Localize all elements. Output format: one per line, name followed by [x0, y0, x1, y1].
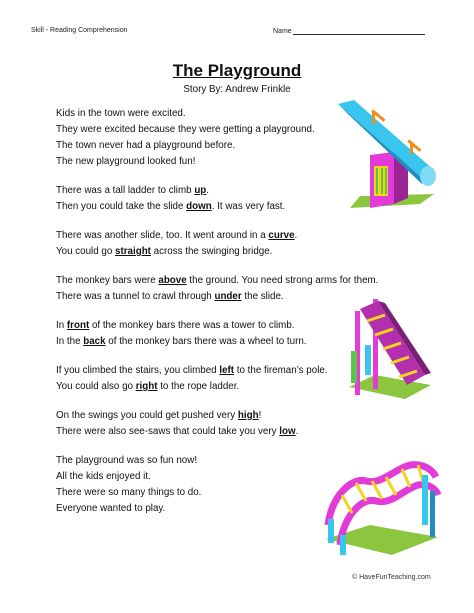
story-line — [56, 379, 356, 395]
story-paragraph — [56, 363, 356, 395]
vocabulary-word: high — [237, 410, 259, 421]
story-line — [56, 363, 356, 379]
story-line — [56, 122, 356, 138]
ladder-slide-illustration — [345, 295, 435, 400]
story-paragraph — [56, 453, 356, 517]
copyright-footer: © HaveFunTeaching.com — [352, 574, 431, 581]
story-text-segment: The town never had a playground before. — [56, 140, 236, 151]
story-text-segment: You could also go — [56, 381, 136, 392]
story-text-segment: There was a tunnel to crawl through — [56, 291, 215, 302]
story-text-segment: . — [294, 230, 298, 241]
story-text-segment: of the monkey bars there was a tower to climb. — [89, 320, 295, 331]
story-byline: Story By: Andrew Frinkle — [183, 84, 291, 95]
story-line — [56, 501, 356, 517]
name-line[interactable] — [293, 27, 425, 35]
story-text-segment: You could go — [56, 246, 116, 257]
vocabulary-word: straight — [115, 246, 151, 257]
story-text-segment: across the swinging bridge. — [150, 246, 273, 257]
story-line — [56, 273, 379, 289]
story-paragraph — [56, 183, 356, 215]
story-line — [56, 424, 356, 440]
vocabulary-word: front — [66, 320, 90, 331]
story-text-segment: ! — [258, 410, 262, 421]
story-line — [56, 318, 356, 334]
story-line — [56, 334, 356, 350]
story-text-segment: In the — [56, 336, 84, 347]
story-text-segment: They were excited because they were getting a playground. — [56, 124, 315, 135]
story-text-segment: Then you could take the slide — [56, 201, 187, 212]
story-text-segment: If you climbed the stairs, you climbed — [56, 365, 220, 376]
name-label: Name — [273, 28, 292, 35]
story-text-segment: There were also see-saws that could take you very — [56, 426, 280, 437]
story-paragraph — [56, 273, 379, 305]
story-paragraph — [56, 228, 356, 260]
story-line — [56, 408, 356, 424]
story-text-segment: There were so many things to do. — [56, 487, 202, 498]
story-text-segment: . — [295, 426, 299, 437]
story-line — [56, 138, 356, 154]
story-text — [56, 106, 379, 530]
story-line — [56, 469, 356, 485]
story-line — [56, 106, 356, 122]
story-text-segment: On the swings you could get pushed very — [56, 410, 238, 421]
story-text-segment: There was another slide, too. It went around in a — [56, 230, 269, 241]
story-text-segment: Kids in the town were excited. — [56, 108, 186, 119]
story-paragraph — [56, 106, 356, 170]
name-field[interactable] — [273, 27, 425, 35]
story-text-segment: the slide. — [241, 291, 284, 302]
story-line — [56, 228, 356, 244]
story-text-segment: The new playground looked fun! — [56, 156, 196, 167]
vocabulary-word: down — [186, 201, 212, 212]
story-line — [56, 154, 356, 170]
vocabulary-word: above — [158, 275, 187, 286]
story-text-segment: The monkey bars were — [56, 275, 159, 286]
vocabulary-word: right — [135, 381, 158, 392]
vocabulary-word: back — [83, 336, 106, 347]
story-text-segment: In — [56, 320, 67, 331]
story-text-segment: the ground. You need strong arms for them. — [186, 275, 379, 286]
skill-label: Skill - Reading Comprehension — [31, 27, 128, 34]
vocabulary-word: under — [214, 291, 242, 302]
vocabulary-word: left — [219, 365, 235, 376]
vocabulary-word: curve — [268, 230, 295, 241]
story-text-segment: of the monkey bars there was a wheel to turn. — [105, 336, 307, 347]
story-line — [56, 244, 356, 260]
seesaw-illustration — [330, 100, 440, 215]
story-text-segment: to the rope ladder. — [157, 381, 240, 392]
story-line — [56, 453, 356, 469]
story-text-segment: The playground was so fun now! — [56, 455, 198, 466]
story-text-segment: . — [206, 185, 210, 196]
story-text-segment: There was a tall ladder to climb — [56, 185, 195, 196]
curved-climber-illustration — [322, 455, 442, 560]
story-title: The Playground — [172, 61, 302, 80]
story-line — [56, 289, 356, 305]
vocabulary-word: low — [279, 426, 296, 437]
story-text-segment: to the fireman’s pole. — [234, 365, 328, 376]
story-line — [56, 183, 356, 199]
vocabulary-word: up — [194, 185, 207, 196]
story-paragraph — [56, 318, 356, 350]
story-text-segment: . It was very fast. — [211, 201, 286, 212]
story-paragraph — [56, 408, 356, 440]
story-line — [56, 485, 356, 501]
story-text-segment: Everyone wanted to play. — [56, 503, 166, 514]
story-line — [56, 199, 356, 215]
story-text-segment: All the kids enjoyed it. — [56, 471, 151, 482]
